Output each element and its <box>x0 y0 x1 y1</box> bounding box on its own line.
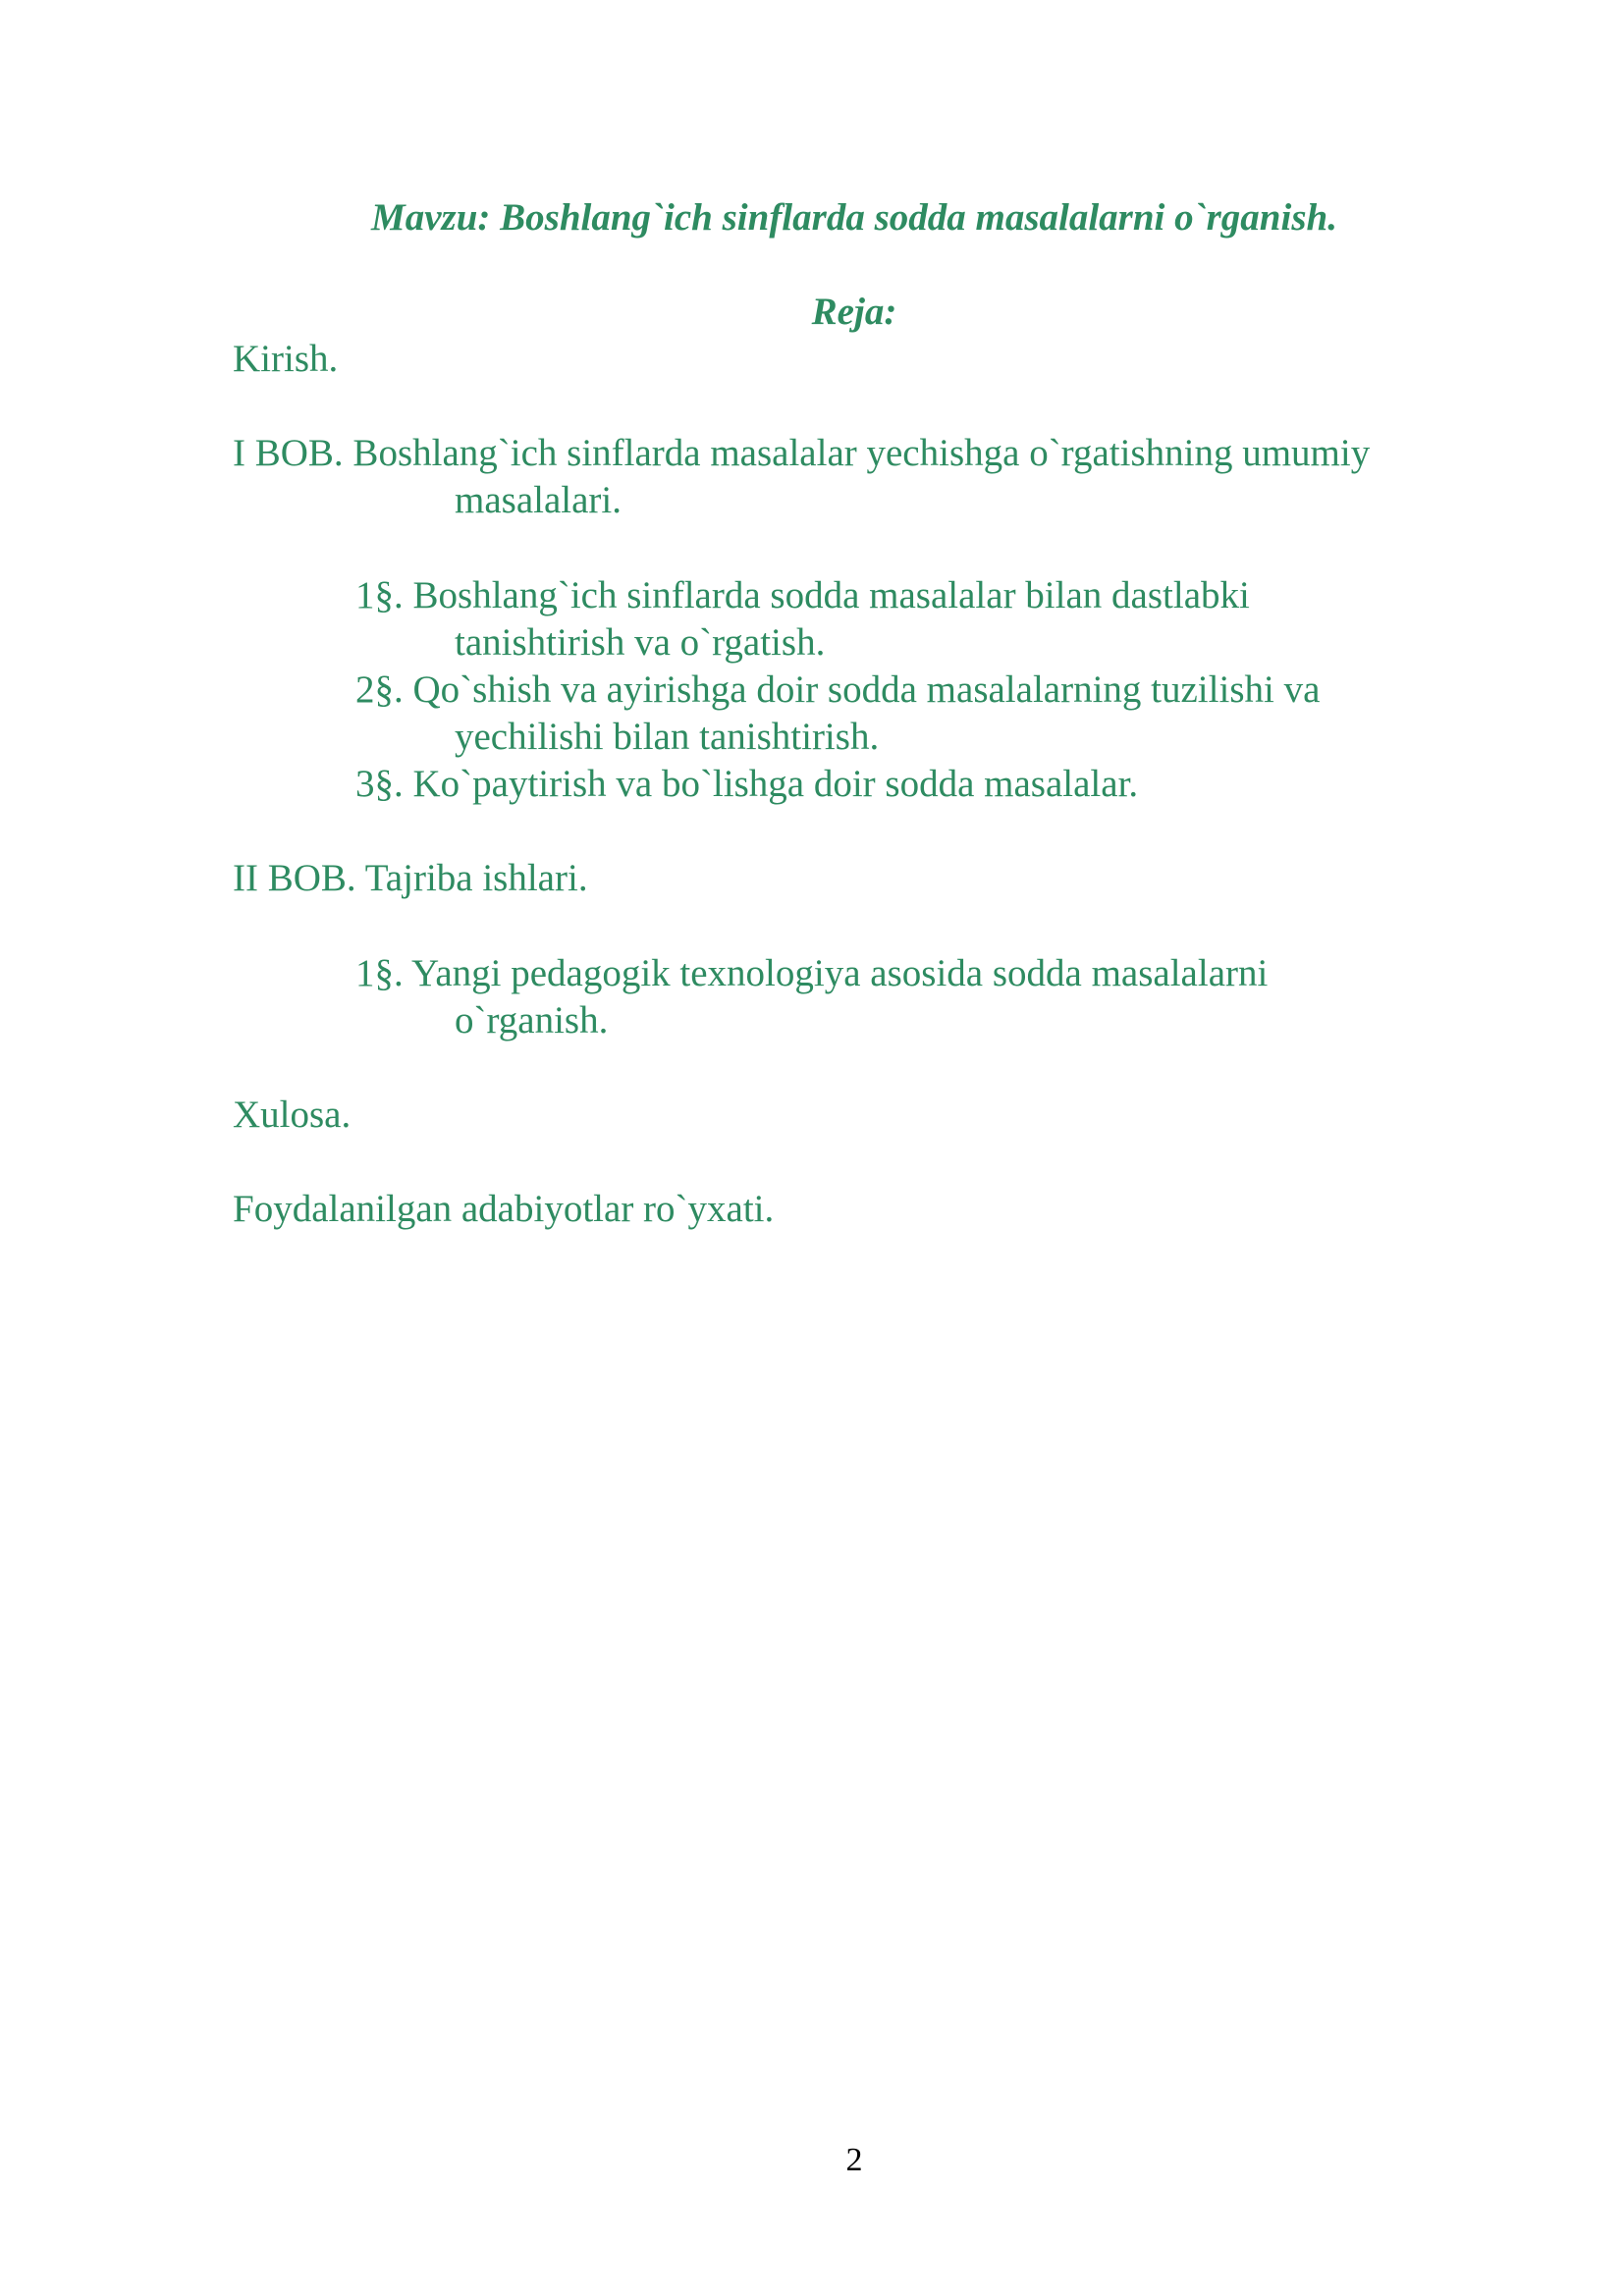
chapter1-title: I BOB. Boshlang`ich sinflarda masalalar yechishga o`rgatishning umumiy <box>233 432 1371 474</box>
chapter2-title: II BOB. Tajriba ishlari. <box>233 857 588 899</box>
page-number: 2 <box>845 2142 863 2178</box>
chapter1-section-2-continued: yechilishi bilan tanishtirish. <box>455 716 880 758</box>
chapter1-section-3: 3§. Ko`paytirish va bo`lishga doir sodda masalalar. <box>355 763 1139 805</box>
chapter2-section-1-continued: o`rganish. <box>455 999 609 1041</box>
chapter1-section-1-continued: tanishtirish va o`rgatish. <box>455 621 826 664</box>
plan-heading: Reja: <box>811 291 897 333</box>
chapter1-title-continued: masalalari. <box>455 479 622 521</box>
document-title: Mavzu: Boshlang`ich sinflarda sodda masalalarni o`rganish. <box>371 196 1337 239</box>
conclusion-item: Xulosa. <box>233 1094 352 1136</box>
chapter1-section-2: 2§. Qo`shish va ayirishga doir sodda masalalarning tuzilishi va <box>355 668 1321 711</box>
intro-item: Kirish. <box>233 338 339 380</box>
references-item: Foydalanilgan adabiyotlar ro`yxati. <box>233 1188 775 1230</box>
chapter2-section-1: 1§. Yangi pedagogik texnologiya asosida sodda masalalarni <box>355 952 1269 994</box>
chapter1-section-1: 1§. Boshlang`ich sinflarda sodda masalalar bilan dastlabki <box>355 574 1250 616</box>
